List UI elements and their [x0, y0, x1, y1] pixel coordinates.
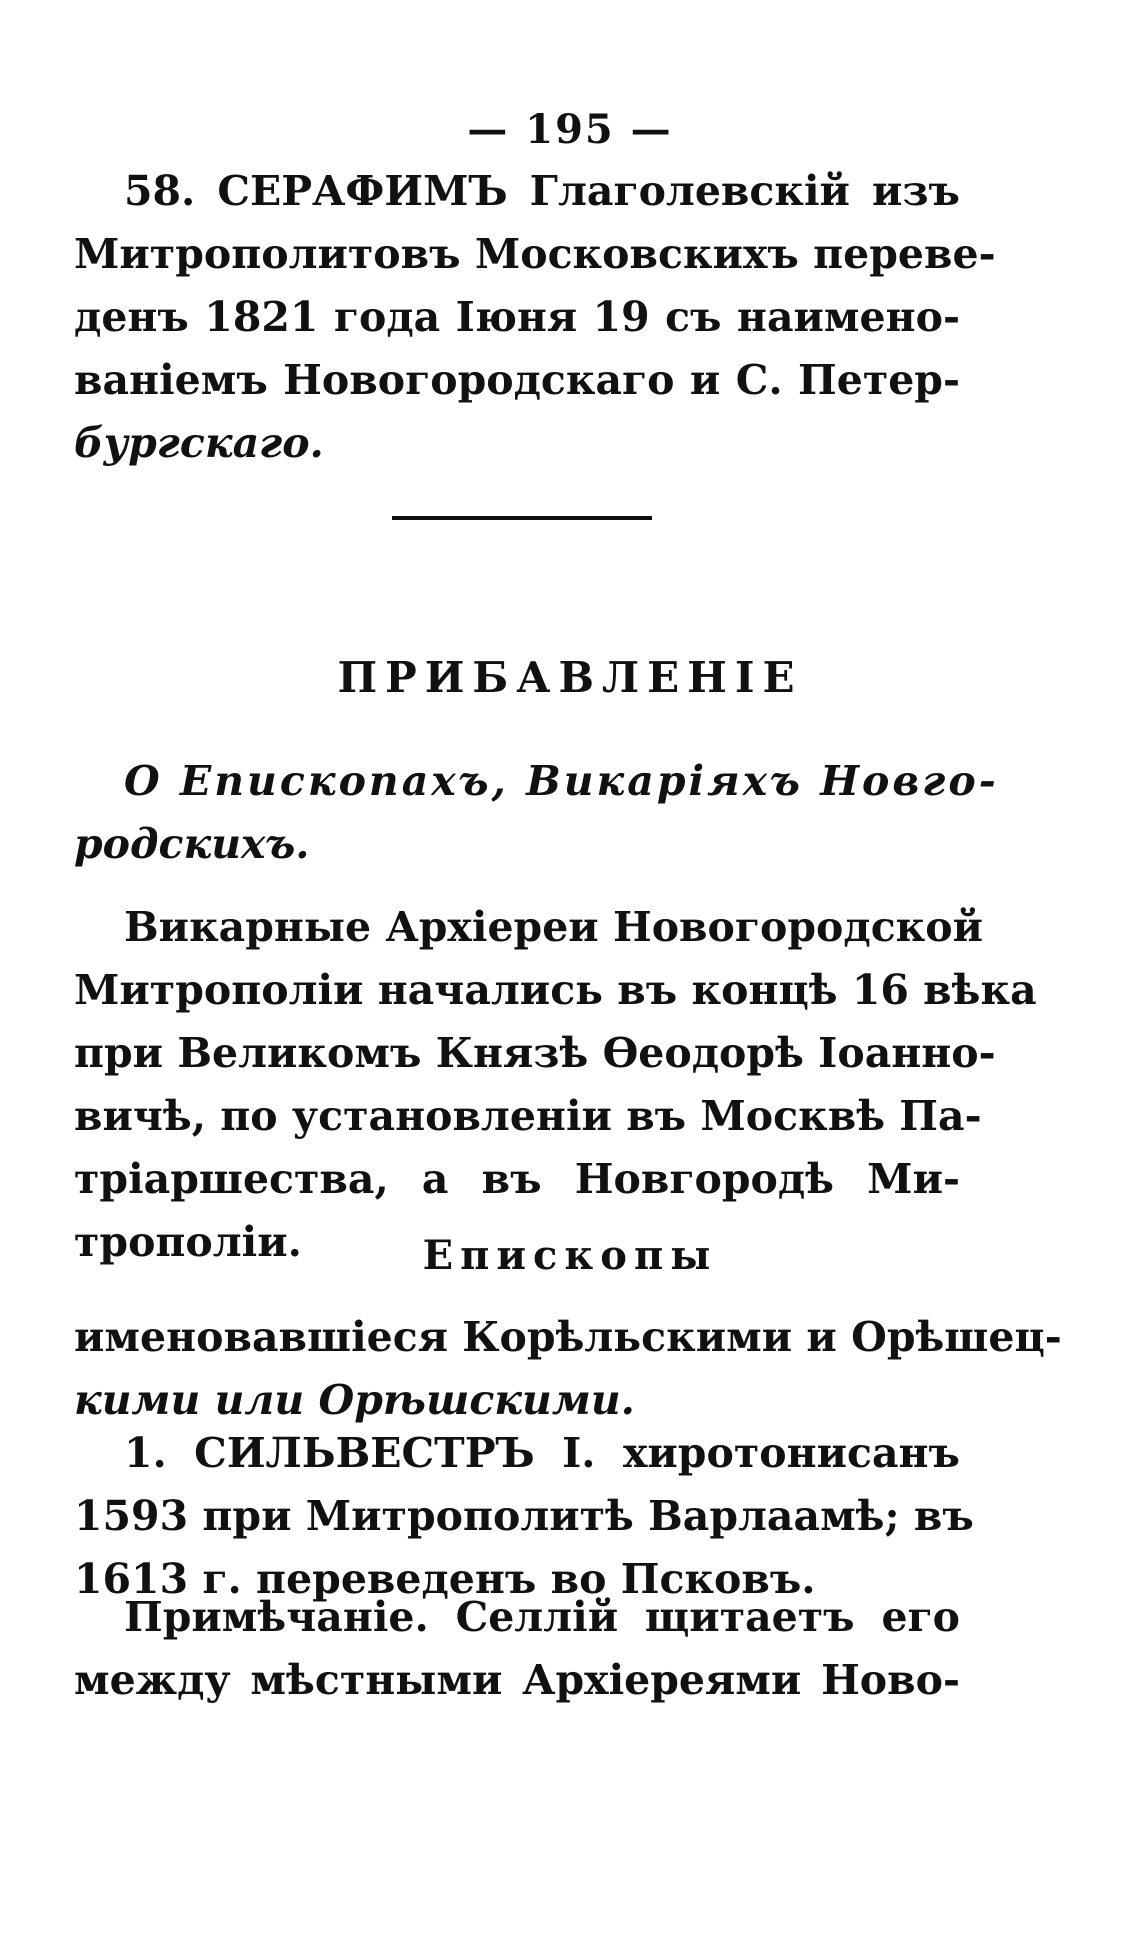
intro-line-3: при Великомъ Князѣ Ѳеодорѣ Іоанно- — [74, 1029, 996, 1077]
entry-58-line-5: бургскаго. — [74, 419, 324, 467]
entry-58-line-1: 58. СЕРАФИМЪ Глаголевскій изъ — [124, 167, 960, 215]
intro-line-1: Викарные Архіереи Новогородской — [124, 903, 984, 951]
bishops-subheading — [74, 1306, 1062, 1432]
entry-1 — [74, 1422, 974, 1611]
bishops-sub-line-2: кими или Орѣшскими. — [74, 1376, 635, 1424]
note-line-2: между мѣстными Архіереями Ново- — [74, 1656, 960, 1704]
subtitle-line-1: О Епископахъ, Викаріяхъ Новго- — [124, 757, 999, 805]
note-paragraph — [74, 1586, 960, 1712]
addendum-title: ПРИБАВЛЕНІЕ — [337, 653, 803, 702]
entry-58-line-2: Митрополитовъ Московскихъ переве- — [74, 230, 996, 278]
intro-line-4: вичѣ, по установленіи въ Москвѣ Па- — [74, 1092, 982, 1140]
entry-58-line-3: денъ 1821 года Іюня 19 съ наимено- — [74, 293, 960, 341]
note-line-1: Примѣчаніе. Селлій щитаетъ его — [124, 1593, 960, 1641]
addendum-subtitle — [74, 750, 999, 876]
intro-paragraph — [74, 896, 1037, 1274]
entry-58 — [74, 160, 996, 475]
entry-58-line-4: ваніемъ Новогородскаго и С. Петер- — [74, 356, 960, 404]
section-divider — [392, 516, 652, 520]
entry-1-line-2: 1593 при Митрополитѣ Варлаамѣ; въ — [74, 1492, 974, 1540]
bishops-sub-line-1: именовавшіеся Корѣльскими и Орѣшец- — [74, 1313, 1062, 1361]
intro-line-6: трополіи. — [74, 1218, 302, 1266]
intro-line-2: Митрополіи начались въ концѣ 16 вѣка — [74, 966, 1037, 1014]
bishops-heading: Епископы — [422, 1232, 718, 1279]
subtitle-line-2: родскихъ. — [74, 820, 310, 868]
page-number: — 195 — — [467, 106, 673, 153]
entry-1-line-3: 1613 г. переведенъ во Псковъ. — [74, 1555, 816, 1603]
entry-1-line-1: 1. СИЛЬВЕСТРЪ I. хиротонисанъ — [124, 1429, 960, 1477]
intro-line-5: тріаршества, а въ Новгородѣ Ми- — [74, 1155, 960, 1203]
